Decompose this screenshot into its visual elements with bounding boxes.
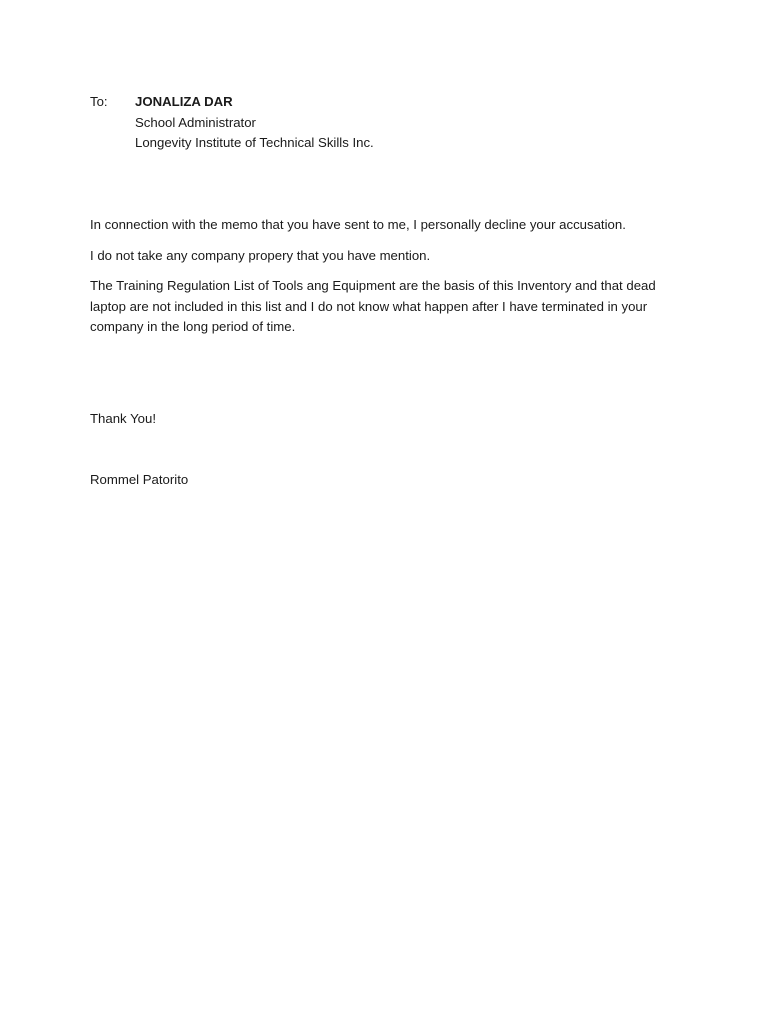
recipient-organization: Longevity Institute of Technical Skills Inc.: [135, 135, 374, 150]
body-paragraph: In connection with the memo that you have sent to me, I personally decline your accusation.: [90, 217, 626, 232]
recipient-title: School Administrator: [135, 114, 256, 130]
letter-body: [90, 215, 690, 348]
recipient-details: [135, 92, 374, 154]
to-label: To:: [90, 94, 108, 109]
recipient-block: [90, 92, 374, 154]
body-paragraph: The Training Regulation List of Tools ang Equipment are the basis of this Inventory and that dead laptop are not included in this list and I do not know what happen after I have terminated in your company in the long period of time.: [90, 278, 656, 334]
body-paragraph: I do not take any company propery that you have mention.: [90, 247, 431, 263]
closing-line: Thank You!: [90, 411, 156, 426]
signature-name: Rommel Patorito: [90, 472, 189, 487]
recipient-name: JONALIZA DAR: [135, 94, 233, 109]
